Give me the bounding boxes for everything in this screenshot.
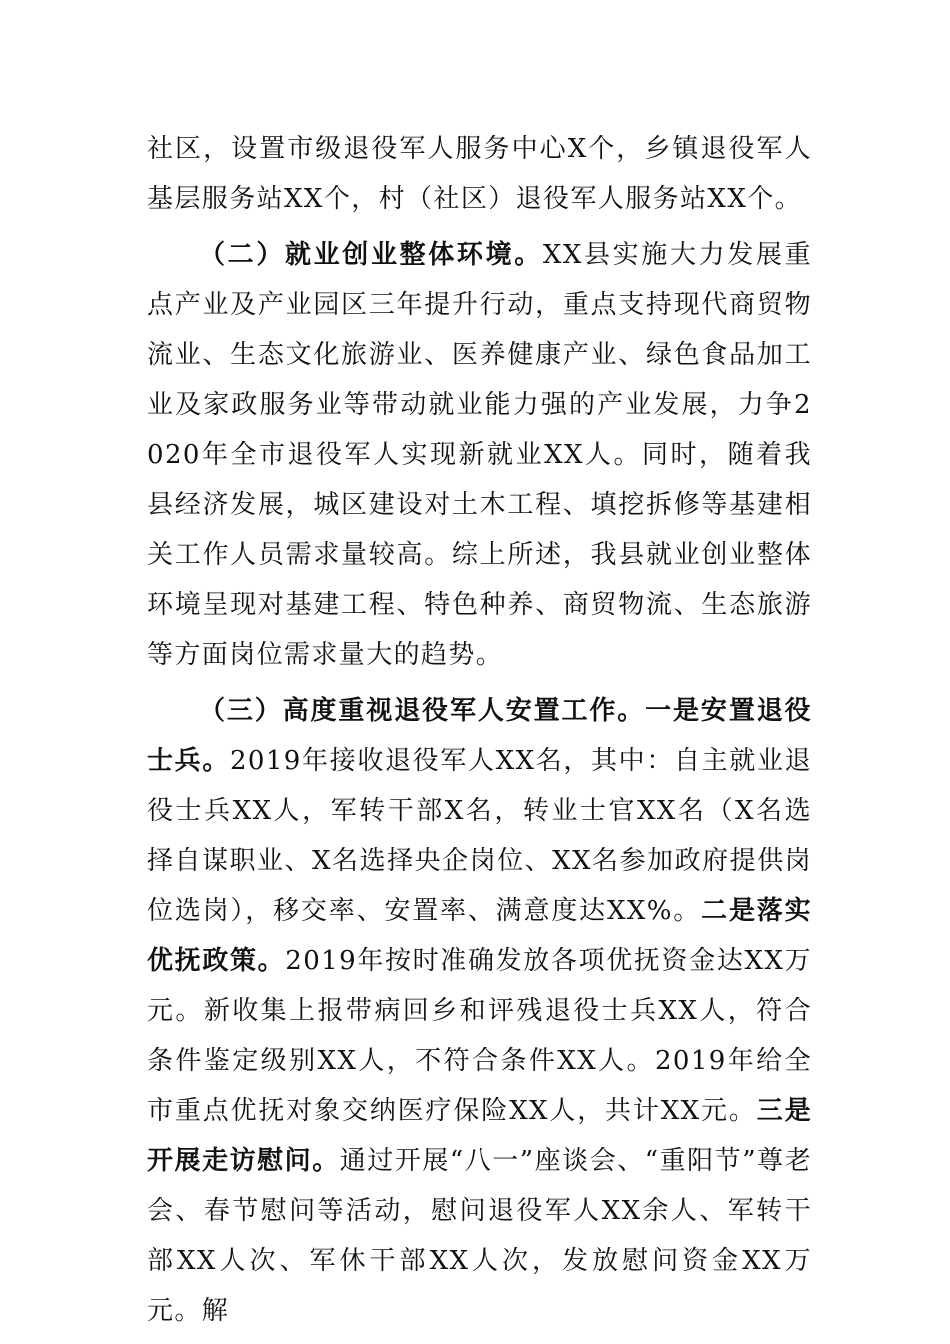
text-segment: 社区，设置市级退役军人服务中心X个，乡镇退役军人基层服务站XX个，村（社区）退役军人服务站XX个。 xyxy=(147,134,812,214)
text-segment: 通过开展“八一”座谈会、“重阳节”尊老会、春节慰问等活动，慰问退役军人XX余人、军转干部XX人次、军休干部XX人次，发放慰问资金XX万元。解 xyxy=(147,1146,812,1326)
subheading-visits: 三是开展走访慰问。 xyxy=(147,1096,812,1176)
subheading-policy: 二是落实优抚政策。 xyxy=(147,896,813,976)
section-heading-3: （三）高度重视退役军人安置工作。一是安置退役士兵。 xyxy=(147,696,812,776)
text-segment: 2019年接收退役军人XX名，其中：自主就业退役士兵XX人，军转干部X名，转业士官XX名（X名选择自谋职业、X名选择央企岗位、XX名参加政府提供岗位选岗），移交率、安置率、满意度达XX%。 xyxy=(147,746,813,926)
text-segment: 2019年按时准确发放各项优抚资金达XX万元。新收集上报带病回乡和评残退役士兵XX人，符合条件鉴定级别XX人，不符合条件XX人。2019年给全市重点优抚对象交纳医疗保险XX人，共计XX元。 xyxy=(147,946,812,1126)
document-page xyxy=(147,124,812,1336)
paragraph-employment-environment xyxy=(147,230,812,680)
paragraph-resettlement-work xyxy=(147,686,812,1336)
section-heading-2: （二）就业创业整体环境。 xyxy=(199,240,543,270)
text-segment: XX县实施大力发展重点产业及产业园区三年提升行动，重点支持现代商贸物流业、生态文化旅游业、医养健康产业、绿色食品加工业及家政服务业等带动就业能力强的产业发展，力争2020年全市退役军人实现新就业XX人。同时，随着我县经济发展，城区建设对土木工程、填挖拆修等基建相关工作人员需求量较高。综上所述，我县就业创业整体环境呈现对基建工程、特色种养、商贸物流、生态旅游等方面岗位需求量大的趋势。 xyxy=(147,240,812,670)
paragraph-service-stations xyxy=(147,124,812,224)
